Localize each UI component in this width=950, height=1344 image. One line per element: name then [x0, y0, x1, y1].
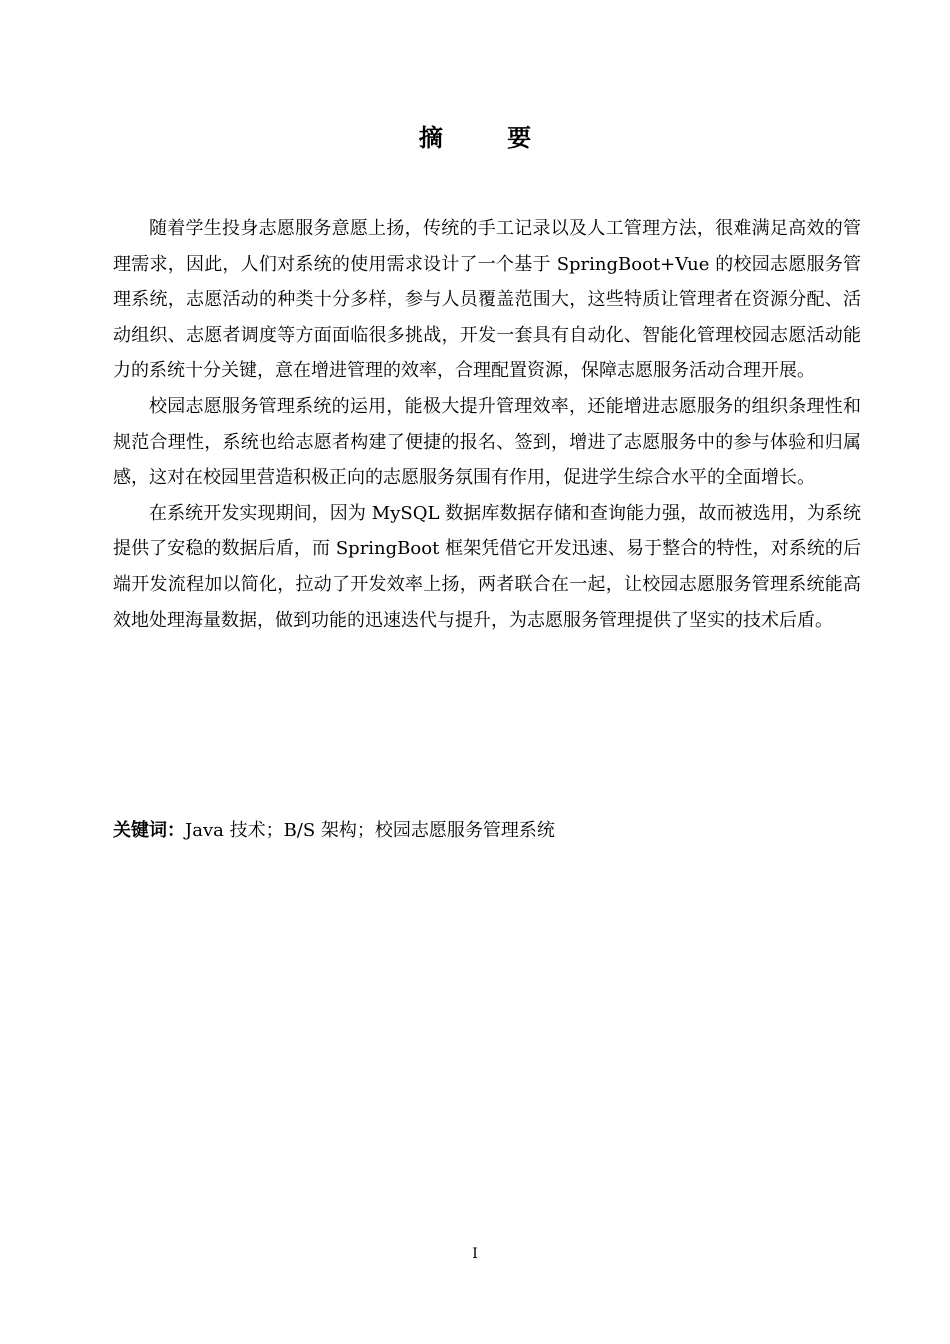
abstract-paragraph-1: 随着学生投身志愿服务意愿上扬，传统的手工记录以及人工管理方法，很难满足高效的管理需求，因此，人们对系统的使用需求设计了一个基于 SpringBoot+Vue 的校园志愿服务管理系统，志愿活动的种类十分多样，参与人员覆盖范围大，这些特质让管理者在资源分配、活动组织、志愿者调度等方面面临很多挑战，开发一套具有自动化、智能化管理校园志愿活动能力的系统十分关键，意在增进管理的效率，合理配置资源，保障志愿服务活动合理开展。 — [113, 218, 861, 382]
abstract-body — [113, 211, 861, 638]
keywords-label: 关键词： — [113, 820, 185, 841]
page-title: 摘 要 — [418, 123, 560, 152]
keywords-value: Java 技术；B/S 架构；校园志愿服务管理系统 — [185, 820, 555, 841]
keywords-line — [113, 813, 861, 848]
abstract-paragraph-3: 在系统开发实现期间，因为 MySQL 数据库数据存储和查询能力强，故而被选用，为系统提供了安稳的数据后盾，而 SpringBoot 框架凭借它开发迅速、易于整合的特性，对系统的后端开发流程加以简化，拉动了开发效率上扬，两者联合在一起，让校园志愿服务管理系统能高效地处理海量数据，做到功能的迅速迭代与提升，为志愿服务管理提供了坚实的技术后盾。 — [113, 502, 861, 631]
page-number: I — [472, 1246, 478, 1262]
abstract-paragraph-2: 校园志愿服务管理系统的运用，能极大提升管理效率，还能增进志愿服务的组织条理性和规范合理性，系统也给志愿者构建了便捷的报名、签到，增进了志愿服务中的参与体验和归属感，这对在校园里营造积极正向的志愿服务氛围有作用，促进学生综合水平的全面增长。 — [113, 395, 861, 489]
